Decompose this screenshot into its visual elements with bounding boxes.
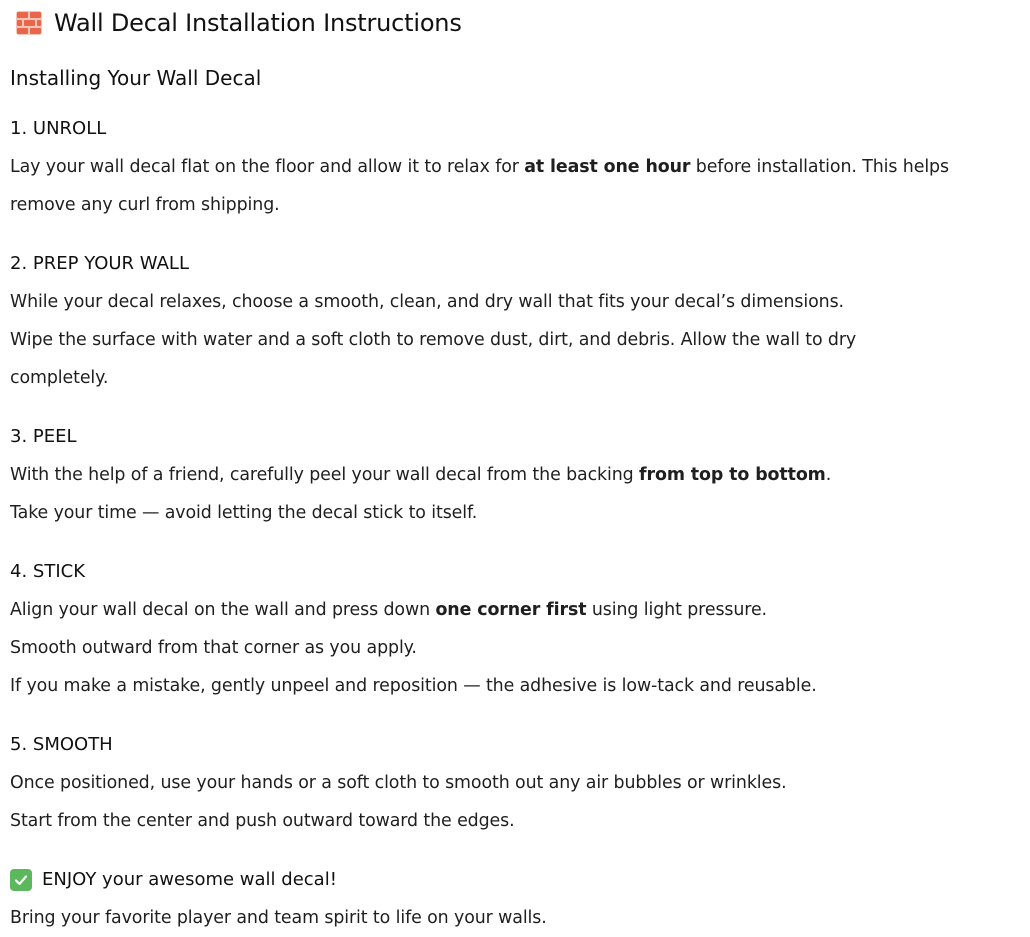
text-segment: Align your wall decal on the wall and press down bbox=[10, 600, 436, 620]
text-segment: . bbox=[825, 465, 832, 485]
step-text: If you make a mistake, gently unpeel and reposition — the adhesive is low-tack and reusable. bbox=[10, 676, 817, 696]
step-heading: 4. STICK bbox=[10, 561, 85, 582]
brick-icon bbox=[16, 10, 42, 36]
step-heading: 5. SMOOTH bbox=[10, 734, 113, 755]
step-peel bbox=[10, 418, 1028, 532]
enjoy-heading-text: ENJOY your awesome wall decal! bbox=[42, 869, 337, 890]
emphasis-text: at least one hour bbox=[524, 157, 691, 177]
step-text: While your decal relaxes, choose a smooth, clean, and dry wall that fits your decal’s dimensions. bbox=[10, 292, 844, 312]
step-text: Take your time — avoid letting the decal stick to itself. bbox=[10, 503, 478, 523]
emphasis-text: one corner first bbox=[435, 600, 587, 620]
page-title bbox=[16, 6, 462, 40]
emphasis-text: from top to bottom bbox=[639, 465, 826, 485]
page-title-text: Wall Decal Installation Instructions bbox=[54, 9, 462, 37]
check-mark-icon bbox=[10, 869, 32, 891]
step-text bbox=[10, 148, 1028, 186]
text-segment: Lay your wall decal flat on the floor and allow it to relax for bbox=[10, 157, 525, 177]
step-text: Once positioned, use your hands or a soft cloth to smooth out any air bubbles or wrinkles. bbox=[10, 773, 787, 793]
step-text: Wipe the surface with water and a soft cloth to remove dust, dirt, and debris. Allow the wall to dry bbox=[10, 330, 857, 350]
enjoy-heading bbox=[10, 861, 1028, 899]
section-heading: Installing Your Wall Decal bbox=[10, 66, 262, 90]
step-unroll bbox=[10, 110, 1028, 224]
enjoy-text: Bring your favorite player and team spirit to life on your walls. bbox=[10, 908, 547, 928]
step-heading: 2. PREP YOUR WALL bbox=[10, 253, 189, 274]
step-heading: 3. PEEL bbox=[10, 426, 77, 447]
step-stick bbox=[10, 553, 1028, 705]
step-text: completely. bbox=[10, 368, 109, 388]
step-smooth bbox=[10, 726, 1028, 840]
enjoy-section bbox=[10, 861, 1028, 937]
step-text: remove any curl from shipping. bbox=[10, 195, 280, 215]
step-text bbox=[10, 591, 1028, 629]
step-text: Start from the center and push outward toward the edges. bbox=[10, 811, 515, 831]
step-text: Smooth outward from that corner as you apply. bbox=[10, 638, 417, 658]
text-segment: With the help of a friend, carefully peel your wall decal from the backing bbox=[10, 465, 640, 485]
text-segment: before installation. This helps bbox=[690, 157, 949, 177]
step-heading: 1. UNROLL bbox=[10, 118, 107, 139]
text-segment: using light pressure. bbox=[586, 600, 767, 620]
step-prep-wall bbox=[10, 245, 1028, 397]
step-text bbox=[10, 456, 1028, 494]
